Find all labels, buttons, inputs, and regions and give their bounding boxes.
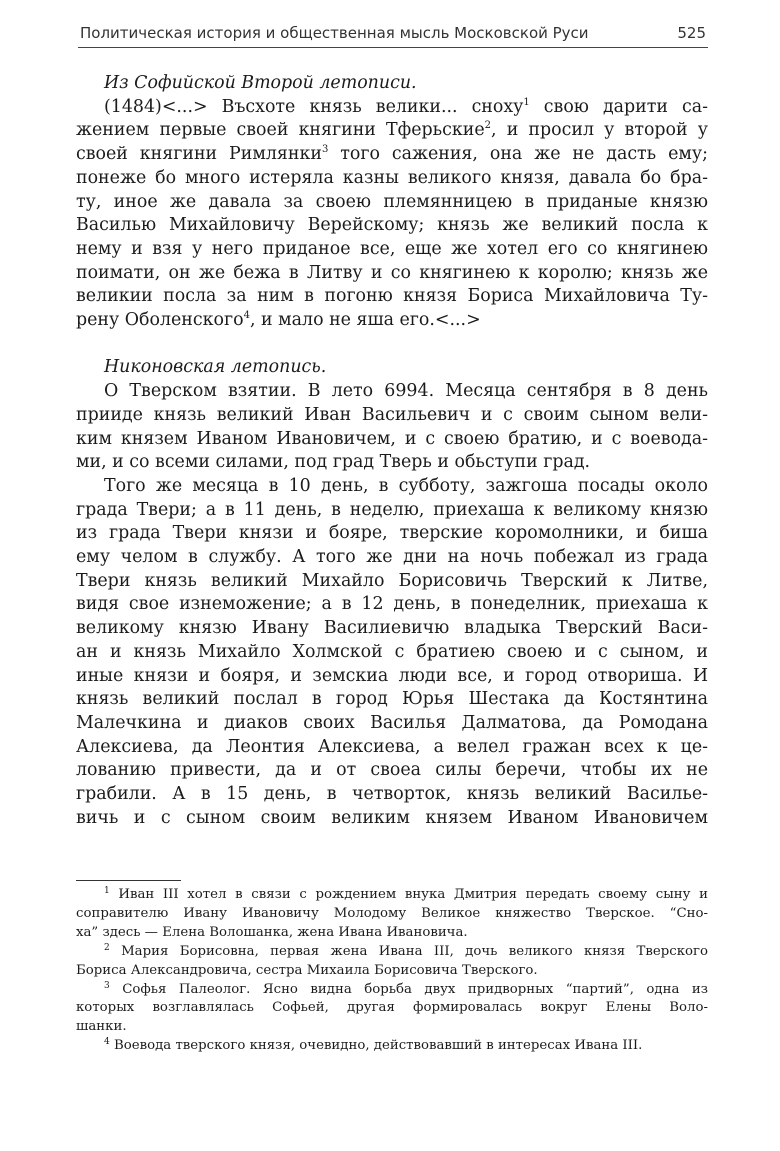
footnote-line: Бориса Александровича, сестра Михаила Борисовича Тверского. [76, 962, 538, 978]
footnote-rule [76, 880, 181, 881]
text-line: жением первые своей княгини Тферьские$^2$, и просил у второй у [76, 120, 709, 141]
footnote-4: $^4$ Воевода тверского князя, очевидно, действовавший в интересах Ивана III. [104, 1037, 643, 1054]
text-line: града Твери; а в 11 день, в неделю, приехаша к великому князю [76, 499, 708, 520]
section-heading-nikon: Никоновская летопись. [104, 357, 327, 378]
section-heading-sofia: Из Софийской Второй летописи. [104, 73, 417, 93]
footnote-number: 2 [104, 942, 110, 953]
footnotes [76, 886, 708, 1056]
text-line: ему челом в службу. А того же дни на ночь побежал из града [76, 547, 708, 568]
text-line: Малечкина и диаков своих Василья Далматова, да Ромодана [76, 712, 708, 733]
text-line: ким князем Иваном Ивановичем, и с своею братию, и с воевода- [76, 428, 708, 449]
text-line: ту, иное же давала за своею племянницею в приданые князю [76, 191, 708, 212]
text-line: ми, и со всеми силами, под град Тверь и обьступи град. [76, 452, 591, 473]
text-line: (1484)<...> Въсхоте князь велики... сноху$^1$ свою дарити са- [104, 96, 708, 117]
footnote-2: $^2$ Мария Борисовна, первая жена Ивана III, дочь великого князя Тверского [104, 942, 708, 959]
footnote-line: ха” здесь — Елена Волошанка, жена Ивана Ивановича. [76, 924, 468, 940]
text-line: своей княгини Римлянки$^3$ того сажения, она же не дасть ему; [76, 144, 708, 165]
text-line: иные князи и бояря, и земскиа люди все, и город отвориша. И [76, 665, 708, 686]
text-line: видя свое изнеможение; а в 12 день, в понеделник, приехаша к [76, 594, 708, 615]
footnote-1: $^1$ Иван III хотел в связи с рождением внука Дмитрия передать своему сыну и [104, 886, 708, 902]
text-line: великии посла за ним в погоню князя Бориса Михайловича Ту- [76, 286, 708, 307]
header-rule [78, 47, 708, 48]
footnote-line: которых возглавлялась Софьей, другая формировалась вокруг Елены Воло- [76, 1000, 708, 1016]
page-header [78, 22, 708, 46]
footnote-number: 3 [104, 980, 110, 991]
footnote-ref-4: 4 [243, 310, 250, 322]
text-line: грабили. А в 15 день, в четворток, князь великий Василье- [76, 784, 708, 805]
text-line: прииде князь великий Иван Васильевич и с своим сыном вели- [76, 404, 708, 425]
page-number: 525 [677, 24, 706, 42]
text-line: лованию привести, да и от своеа силы беречи, чтобы их не [76, 760, 708, 781]
footnote-line: соправителю Ивану Ивановичу Молодому Великое княжество Тверское. “Сно- [76, 905, 708, 921]
footnote-ref-2: 2 [484, 120, 492, 132]
text-line: ан и князь Михайло Холмской с братиею своею и с сыном, и [76, 641, 708, 662]
footnote-ref-3: 3 [321, 144, 329, 156]
text-line: Твери князь великий Михайло Борисовичь Тверский к Литве, [76, 570, 708, 591]
text-line: из града Твери князи и бояре, тверские коромолники, и биша [76, 523, 708, 544]
text-line: Того же месяца в 10 день, в субботу, зажгоша посады около [104, 475, 708, 496]
footnote-ref-1: 1 [523, 96, 530, 108]
footnote-number: 1 [104, 886, 110, 896]
text-line: поимати, он же бежа в Литву и со княгинею к королю; князь же [76, 262, 708, 283]
text-line: вичь и с сыном своим великим князем Иваном Ивановичем [76, 807, 708, 828]
section-gap [76, 333, 708, 357]
text-line: нему и взя у него приданое все, еще же хотел его со княгинею [76, 238, 708, 259]
running-title: Политическая история и общественная мысль Московской Руси [80, 24, 589, 42]
text-line: понеже бо много истеряла казны великого князя, давала бо бра- [76, 167, 708, 188]
text-line: Алексиева, да Леонтия Алексиева, а велел гражан всех к це- [76, 736, 708, 757]
footnote-3: $^3$ Софья Палеолог. Ясно видна борьба двух придворных “партий”, одна из [104, 980, 708, 997]
text-line: великому князю Ивану Василиевичю владыка Тверский Васи- [76, 618, 708, 639]
text-line: князь великий послал в город Юрья Шестака да Костянтина [76, 689, 708, 710]
text-line: рену Оболенского$^4$, и мало не яша его.<...> [76, 310, 481, 331]
text-line: О Тверском взятии. В лето 6994. Месяца сентября в 8 день [104, 381, 708, 402]
main-text [76, 72, 708, 830]
text-line: Василью Михайловичу Верейскому; князь же великий посла к [76, 215, 708, 236]
footnote-number: 4 [104, 1037, 110, 1048]
footnote-line: шанки. [76, 1019, 127, 1035]
